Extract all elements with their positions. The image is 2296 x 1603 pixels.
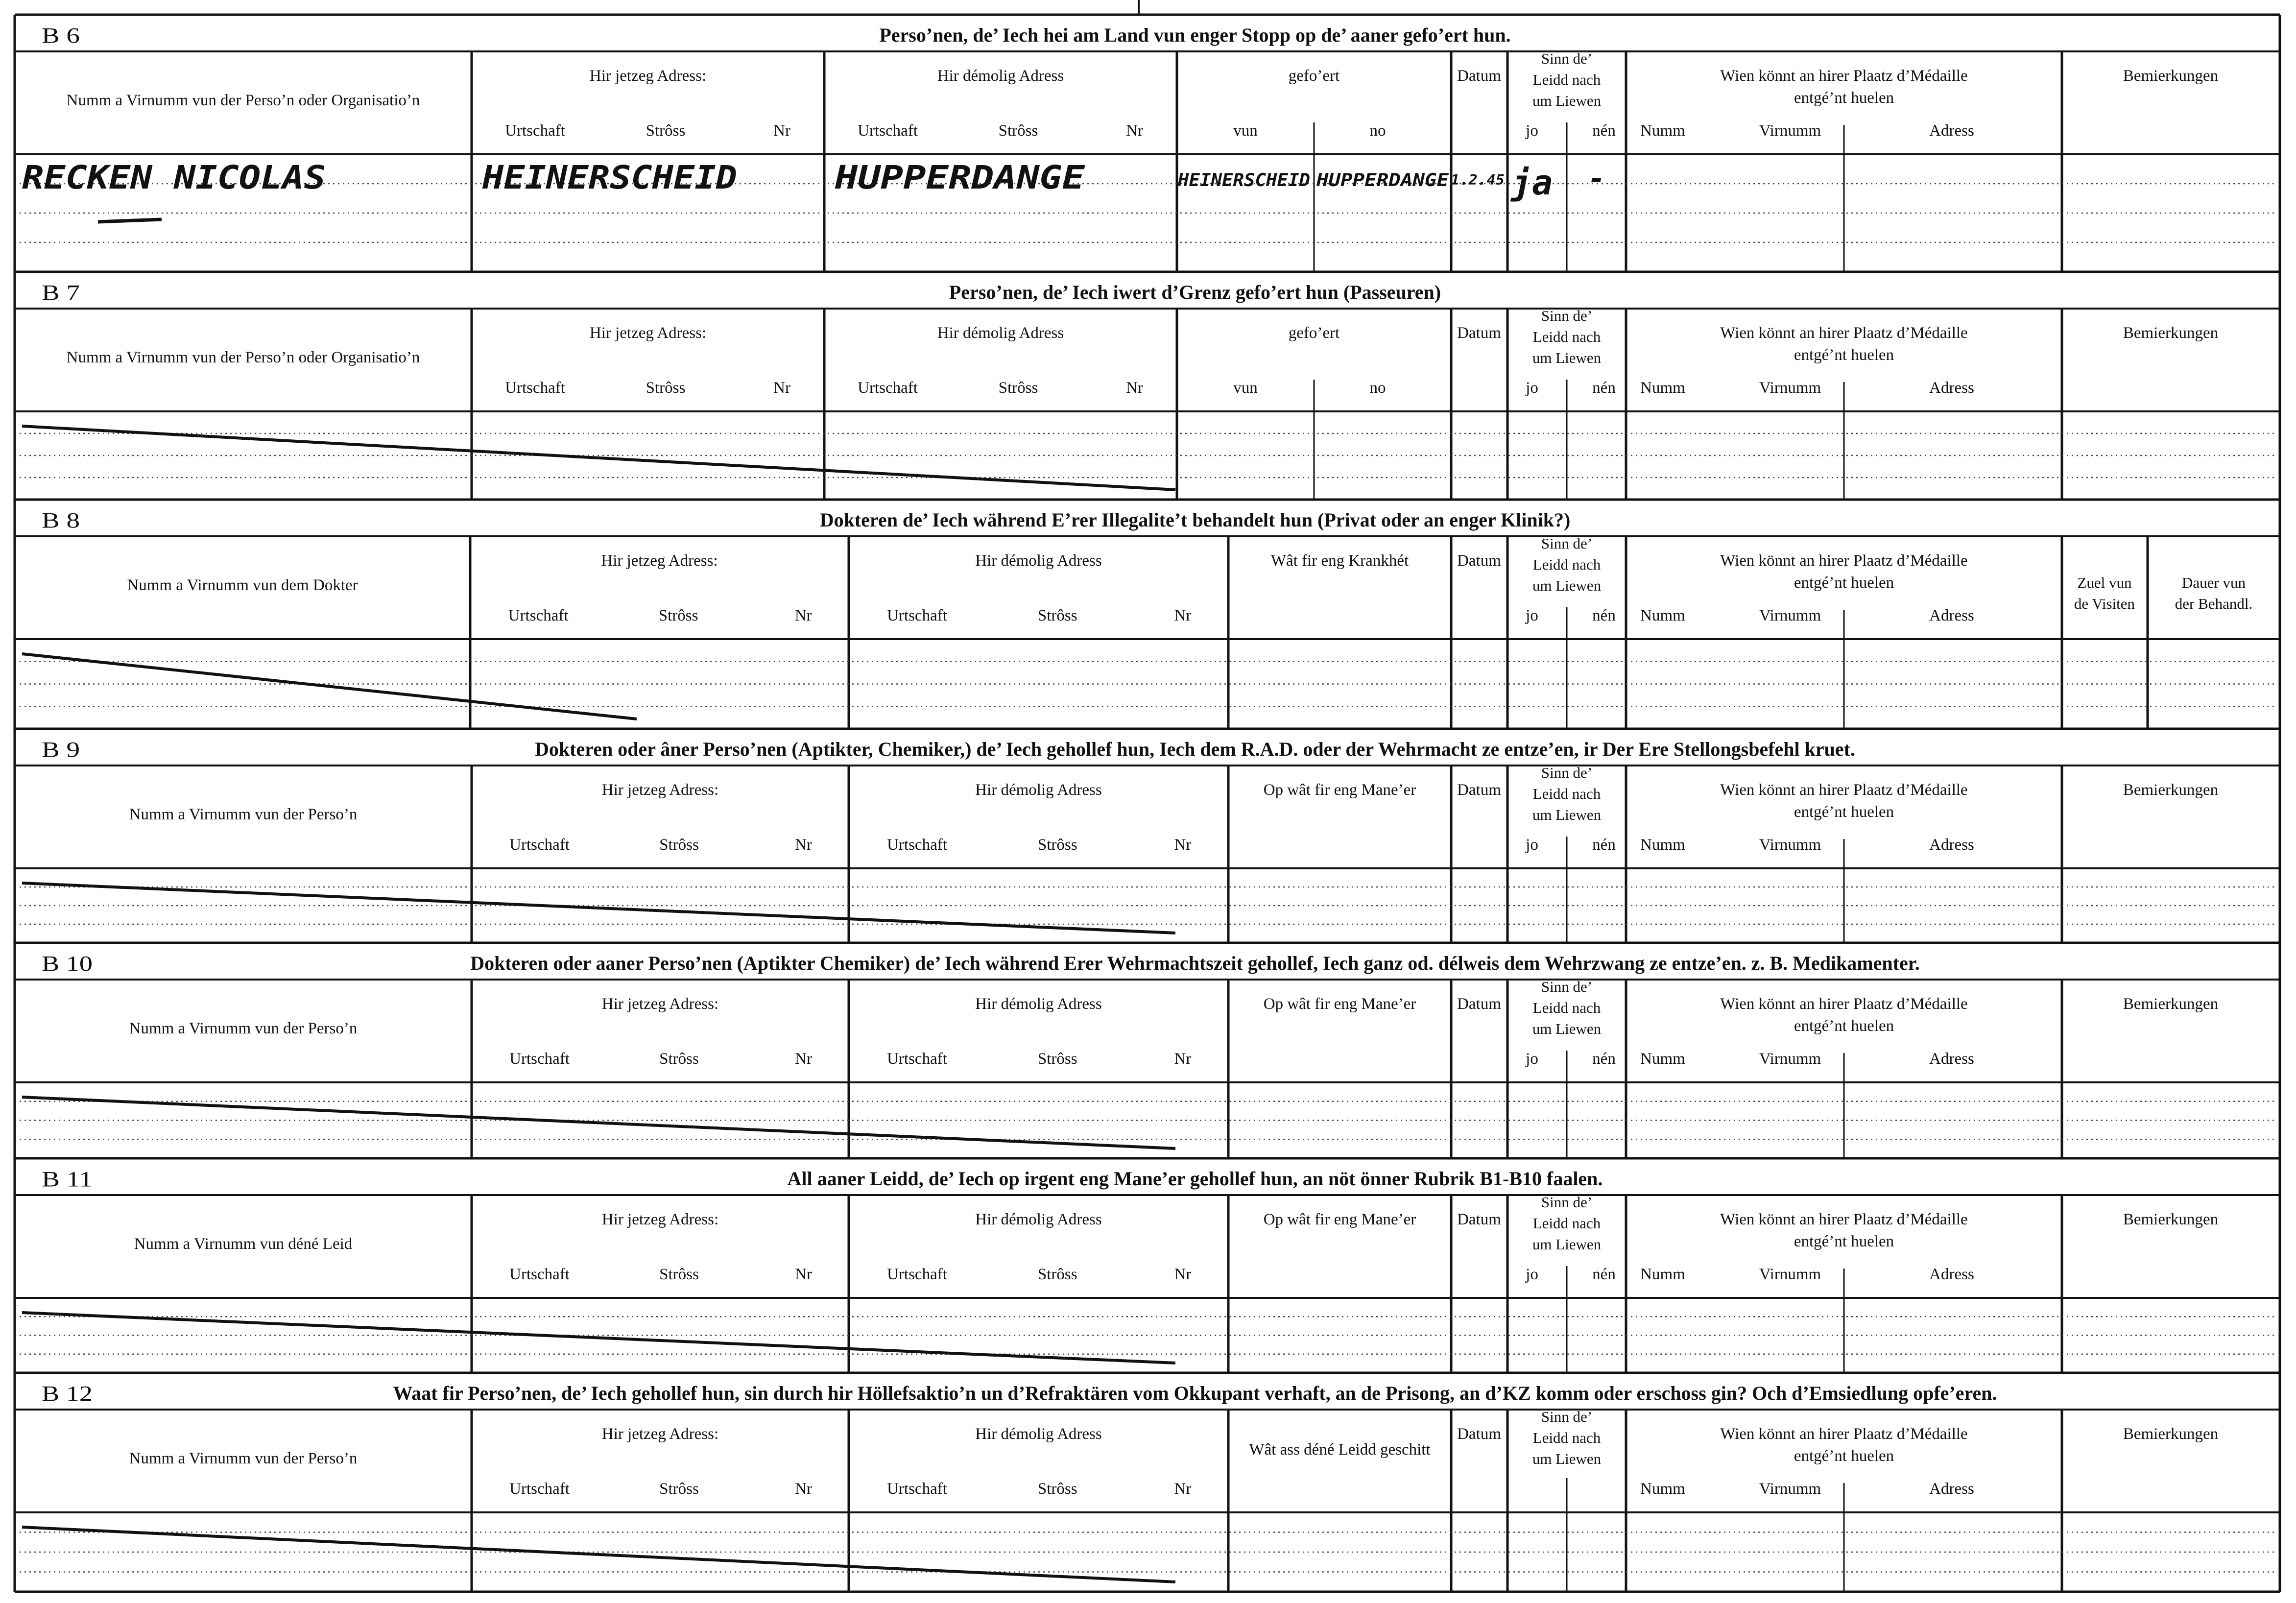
handwritten-vun: HEINERSCHEID xyxy=(1177,170,1310,191)
handwritten-nen: - xyxy=(1587,162,1606,196)
section-number: B 12 xyxy=(42,1382,93,1406)
former-address-header: Hir démolig Adress xyxy=(975,552,1102,570)
current-address-header: Hir jetzeg Adress: xyxy=(601,781,719,799)
cancel-stroke xyxy=(22,883,1175,933)
handwritten-former-place: HUPPERDANGE xyxy=(834,159,1086,196)
nen-label: nén xyxy=(1592,836,1616,854)
nen-label: nén xyxy=(1592,1050,1616,1068)
nr-label: Nr xyxy=(1174,836,1192,854)
gefoert-header: gefo’ert xyxy=(1288,324,1340,342)
handwritten-entries xyxy=(22,159,1605,222)
stross-label: Strôss xyxy=(659,1050,699,1068)
stross-label: Strôss xyxy=(646,379,686,397)
stross-label: Strôss xyxy=(659,1266,699,1283)
urtschaft-label: Urtschaft xyxy=(509,1480,570,1498)
section-b8 xyxy=(15,508,2280,729)
virnumm-label: Virnumm xyxy=(1759,1480,1821,1498)
medaille-header-2: entgé’nt huelen xyxy=(1794,1447,1894,1465)
medaille-header-2: entgé’nt huelen xyxy=(1794,1233,1894,1250)
name-column-header: Numm a Virnumm vun der Perso’n xyxy=(129,806,358,823)
datum-header: Datum xyxy=(1457,781,1501,799)
urtschaft-label: Urtschaft xyxy=(887,1266,947,1283)
urtschaft-label: Urtschaft xyxy=(887,836,947,854)
liewen-label: um Liewen xyxy=(1532,1450,1602,1467)
bemierkungen-header: Bemierkungen xyxy=(2123,1425,2219,1443)
section-number: B 7 xyxy=(42,281,80,305)
stross-label: Strôss xyxy=(658,607,698,624)
name-column-header: Numm a Virnumm vun dem Dokter xyxy=(127,576,358,594)
nr-label: Nr xyxy=(1126,379,1144,397)
liewen-label: um Liewen xyxy=(1532,577,1602,594)
medaille-header-2: entgé’nt huelen xyxy=(1794,1017,1894,1035)
handwritten-no: HUPPERDANGE xyxy=(1315,170,1449,191)
vun-label: vun xyxy=(1233,379,1258,397)
stross-label: Strôss xyxy=(1037,607,1077,624)
current-address-header: Hir jetzeg Adress: xyxy=(601,1425,719,1443)
sinn-label: Sinn de’ xyxy=(1541,307,1593,324)
no-label: no xyxy=(1369,379,1386,397)
nr-label: Nr xyxy=(795,836,813,854)
cancel-stroke xyxy=(22,1313,1175,1363)
jo-label: jo xyxy=(1526,122,1538,140)
leidd-label: Leidd nach xyxy=(1532,999,1601,1016)
current-address-header: Hir jetzeg Adress: xyxy=(601,995,719,1013)
datum-header: Datum xyxy=(1457,1425,1501,1443)
jo-label: jo xyxy=(1526,836,1538,854)
handwritten-datum: 1.2.45 xyxy=(1451,172,1505,188)
former-address-header: Hir démolig Adress xyxy=(975,1425,1102,1443)
medaille-header: Wien könnt an hirer Plaatz d’Médaille xyxy=(1720,995,1968,1013)
stross-label: Strôss xyxy=(1037,1050,1077,1068)
nr-label: Nr xyxy=(795,1050,813,1068)
current-address-header: Hir jetzeg Adress: xyxy=(601,1211,719,1228)
no-label: no xyxy=(1369,122,1386,140)
nr-label: Nr xyxy=(1174,607,1192,624)
nr-label: Nr xyxy=(1126,122,1144,140)
urtschaft-label: Urtschaft xyxy=(509,1266,570,1283)
col3-header: Op wât fir eng Mane’er xyxy=(1263,781,1416,799)
adress-label: Adress xyxy=(1929,122,1974,140)
section-number: B 9 xyxy=(42,738,80,762)
medaille-header: Wien könnt an hirer Plaatz d’Médaille xyxy=(1720,781,1968,799)
adress-label: Adress xyxy=(1929,607,1974,624)
nr-label: Nr xyxy=(795,1480,813,1498)
col3-header: Wât ass déné Leidd geschitt xyxy=(1249,1441,1431,1459)
gefoert-header: gefo’ert xyxy=(1288,67,1340,85)
former-address-header: Hir démolig Adress xyxy=(937,67,1064,85)
numm-label: Numm xyxy=(1640,1480,1685,1498)
urtschaft-label: Urtschaft xyxy=(505,379,565,397)
vun-label: vun xyxy=(1233,122,1258,140)
adress-label: Adress xyxy=(1929,836,1974,854)
zuel-header: Zuel vun xyxy=(2077,574,2132,591)
bemierkungen-header: Bemierkungen xyxy=(2123,1211,2219,1228)
sinn-label: Sinn de’ xyxy=(1541,535,1593,552)
sinn-label: Sinn de’ xyxy=(1541,1408,1593,1425)
section-b7 xyxy=(15,281,2280,500)
medaille-header-2: entgé’nt huelen xyxy=(1794,89,1894,107)
section-number: B 6 xyxy=(42,24,80,48)
medaille-header: Wien könnt an hirer Plaatz d’Médaille xyxy=(1720,1211,1968,1228)
cancel-stroke xyxy=(22,654,637,719)
nen-label: nén xyxy=(1592,607,1616,624)
sinn-label: Sinn de’ xyxy=(1541,978,1593,995)
stross-label: Strôss xyxy=(659,836,699,854)
urtschaft-label: Urtschaft xyxy=(508,607,569,624)
adress-label: Adress xyxy=(1929,379,1974,397)
stross-label: Strôss xyxy=(1037,836,1077,854)
datum-header: Datum xyxy=(1457,552,1501,570)
section-b9 xyxy=(15,738,2280,943)
numm-label: Numm xyxy=(1640,122,1685,140)
virnumm-label: Virnumm xyxy=(1759,1050,1821,1068)
leidd-label: Leidd nach xyxy=(1532,1429,1601,1446)
urtschaft-label: Urtschaft xyxy=(505,122,565,140)
datum-header: Datum xyxy=(1457,67,1501,85)
section-number: B 8 xyxy=(42,508,80,532)
bemierkungen-header: Bemierkungen xyxy=(2123,781,2219,799)
handwritten-jo: ja xyxy=(1511,163,1553,203)
col3-header: Wât fir eng Krankhét xyxy=(1270,552,1409,570)
stross-label: Strôss xyxy=(1037,1266,1077,1283)
section-b11 xyxy=(15,1167,2280,1373)
adress-label: Adress xyxy=(1929,1266,1974,1283)
medaille-header-2: entgé’nt huelen xyxy=(1794,574,1894,592)
bemierkungen-header: Bemierkungen xyxy=(2123,324,2219,342)
underline-stroke xyxy=(98,219,162,222)
section-title: Dokteren de’ Iech während E’rer Illegalite’t behandelt hun (Privat oder an enger Klinik?) xyxy=(819,509,1571,531)
liewen-label: um Liewen xyxy=(1532,1236,1602,1253)
jo-label: jo xyxy=(1526,379,1538,397)
stross-label: Strôss xyxy=(998,122,1038,140)
urtschaft-label: Urtschaft xyxy=(858,379,918,397)
jo-label: jo xyxy=(1526,1050,1538,1068)
virnumm-label: Virnumm xyxy=(1759,122,1821,140)
nr-label: Nr xyxy=(1174,1050,1192,1068)
section-b6 xyxy=(15,24,2280,272)
numm-label: Numm xyxy=(1640,379,1685,397)
section-number: B 10 xyxy=(42,952,93,976)
bemierkungen-header: Bemierkungen xyxy=(2123,995,2219,1013)
name-column-header: Numm a Virnumm vun der Perso’n oder Organisatio’n xyxy=(66,349,420,366)
section-b10 xyxy=(15,952,2280,1158)
cancel-stroke xyxy=(22,426,1175,490)
name-column-header: Numm a Virnumm vun der Perso’n xyxy=(129,1020,358,1037)
jo-label: jo xyxy=(1526,1266,1538,1283)
liewen-label: um Liewen xyxy=(1532,92,1602,109)
nr-label: Nr xyxy=(1174,1480,1192,1498)
col3-header: Op wât fir eng Mane’er xyxy=(1263,1211,1416,1228)
stross-label: Strôss xyxy=(646,122,686,140)
handwritten-current-place: HEINERSCHEID xyxy=(481,159,737,196)
nr-label: Nr xyxy=(795,1266,813,1283)
datum-header: Datum xyxy=(1457,1211,1501,1228)
liewen-label: um Liewen xyxy=(1532,349,1602,366)
leidd-label: Leidd nach xyxy=(1532,1215,1601,1232)
urtschaft-label: Urtschaft xyxy=(858,122,918,140)
section-title: Waat fir Perso’nen, de’ Iech gehollef hun, sin durch hir Höllefsaktio’n un d’Refraktären vom Okkupant verhaft, an de Prisong, an d’KZ komm oder erschoss gin? Och d’Emsiedlung opfe’eren. xyxy=(393,1382,1997,1404)
numm-label: Numm xyxy=(1640,1050,1685,1068)
former-address-header: Hir démolig Adress xyxy=(975,995,1102,1013)
urtschaft-label: Urtschaft xyxy=(887,1050,947,1068)
urtschaft-label: Urtschaft xyxy=(509,836,570,854)
dauer-header-2: der Behandl. xyxy=(2175,595,2253,612)
medaille-header-2: entgé’nt huelen xyxy=(1794,346,1894,364)
nr-label: Nr xyxy=(1174,1266,1192,1283)
leidd-label: Leidd nach xyxy=(1532,71,1601,88)
stross-label: Strôss xyxy=(998,379,1038,397)
liewen-label: um Liewen xyxy=(1532,806,1602,823)
leidd-label: Leidd nach xyxy=(1532,328,1601,345)
leidd-label: Leidd nach xyxy=(1532,785,1601,802)
virnumm-label: Virnumm xyxy=(1759,836,1821,854)
former-address-header: Hir démolig Adress xyxy=(937,324,1064,342)
datum-header: Datum xyxy=(1457,995,1501,1013)
section-number: B 11 xyxy=(42,1167,93,1191)
medaille-header: Wien könnt an hirer Plaatz d’Médaille xyxy=(1720,552,1968,570)
adress-label: Adress xyxy=(1929,1050,1974,1068)
numm-label: Numm xyxy=(1640,836,1685,854)
bemierkungen-header: Bemierkungen xyxy=(2123,67,2219,85)
medaille-header: Wien könnt an hirer Plaatz d’Médaille xyxy=(1720,1425,1968,1443)
virnumm-label: Virnumm xyxy=(1759,607,1821,624)
medaille-header: Wien könnt an hirer Plaatz d’Médaille xyxy=(1720,67,1968,85)
name-column-header: Numm a Virnumm vun der Perso’n oder Organisatio’n xyxy=(66,92,420,109)
section-title: Perso’nen, de’ Iech iwert d’Grenz gefo’ert hun (Passeuren) xyxy=(949,281,1441,303)
numm-label: Numm xyxy=(1640,607,1685,624)
section-title: Perso’nen, de’ Iech hei am Land vun enger Stopp op de’ aaner gefo’ert hun. xyxy=(879,24,1511,46)
handwritten-name: RECKEN NICOLAS xyxy=(22,159,326,196)
sinn-label: Sinn de’ xyxy=(1541,1194,1593,1211)
stross-label: Strôss xyxy=(1037,1480,1077,1498)
virnumm-label: Virnumm xyxy=(1759,1266,1821,1283)
section-title: Dokteren oder aaner Perso’nen (Aptikter Chemiker) de’ Iech während Erer Wehrmachtszeit gehollef, Iech ganz od. délweis dem Wehrzwang ze entze’en. z. B. Medikamenter. xyxy=(470,952,1920,974)
current-address-header: Hir jetzeg Adress: xyxy=(601,552,718,570)
sinn-label: Sinn de’ xyxy=(1541,50,1593,67)
current-address-header: Hir jetzeg Adress: xyxy=(589,67,707,85)
liewen-label: um Liewen xyxy=(1532,1020,1602,1037)
dauer-header: Dauer vun xyxy=(2182,574,2246,591)
stross-label: Strôss xyxy=(659,1480,699,1498)
adress-label: Adress xyxy=(1929,1480,1974,1498)
medaille-header: Wien könnt an hirer Plaatz d’Médaille xyxy=(1720,324,1968,342)
zuel-header-2: de Visiten xyxy=(2074,595,2135,612)
section-title: All aaner Leidd, de’ Iech op irgent eng Mane’er gehollef hun, an nöt önner Rubrik B1-B10 faalen. xyxy=(787,1168,1603,1190)
cancel-stroke xyxy=(22,1097,1175,1148)
urtschaft-label: Urtschaft xyxy=(887,607,947,624)
urtschaft-label: Urtschaft xyxy=(887,1480,947,1498)
current-address-header: Hir jetzeg Adress: xyxy=(589,324,707,342)
sinn-label: Sinn de’ xyxy=(1541,764,1593,781)
nen-label: nén xyxy=(1592,379,1616,397)
nr-label: Nr xyxy=(773,122,791,140)
former-address-header: Hir démolig Adress xyxy=(975,781,1102,799)
former-address-header: Hir démolig Adress xyxy=(975,1211,1102,1228)
jo-label: jo xyxy=(1526,607,1538,624)
datum-header: Datum xyxy=(1457,324,1501,342)
leidd-label: Leidd nach xyxy=(1532,556,1601,573)
nr-label: Nr xyxy=(773,379,791,397)
section-title: Dokteren oder âner Perso’nen (Aptikter, Chemiker,) de’ Iech gehollef hun, Iech dem R.A.D. oder der Wehrmacht ze entze’en, ir Der Ere Stellongsbefehl kruet. xyxy=(535,738,1855,760)
urtschaft-label: Urtschaft xyxy=(509,1050,570,1068)
virnumm-label: Virnumm xyxy=(1759,379,1821,397)
numm-label: Numm xyxy=(1640,1266,1685,1283)
name-column-header: Numm a Virnumm vun déné Leid xyxy=(134,1235,353,1253)
nr-label: Nr xyxy=(794,607,812,624)
name-column-header: Numm a Virnumm vun der Perso’n xyxy=(129,1450,358,1467)
medaille-header-2: entgé’nt huelen xyxy=(1794,803,1894,821)
nen-label: nén xyxy=(1592,122,1616,140)
nen-label: nén xyxy=(1592,1266,1616,1283)
cancel-stroke xyxy=(22,1527,1175,1582)
col3-header: Op wât fir eng Mane’er xyxy=(1263,995,1416,1013)
section-b12 xyxy=(15,1382,2280,1592)
